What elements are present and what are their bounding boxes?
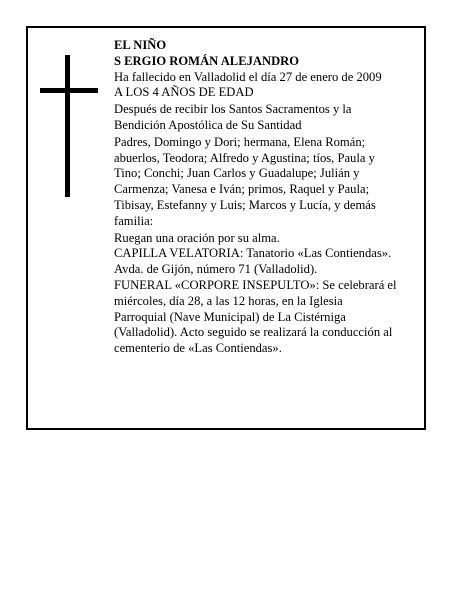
chapel-line: Avda. de Gijón, número 71 (Valladolid). — [114, 262, 318, 277]
sacraments-line: Bendición Apostólica de Su Santidad — [114, 117, 302, 132]
family-line: Tino; Conchi; Juan Carlos y Guadalupe; Julián y — [114, 166, 360, 181]
prayer-line: Ruegan una oración por su alma. — [114, 230, 280, 245]
cross-vertical-bar — [65, 55, 70, 197]
family-line: Tibisay, Estefanny y Luis; Marcos y Lucía, y demás — [114, 197, 376, 212]
funeral-line: FUNERAL «CORPORE INSEPULTO»: Se celebrará el — [114, 277, 397, 292]
family-line: Carmenza; Vanesa e Iván; primos, Raquel y Paula; — [114, 182, 370, 197]
death-line: Ha fallecido en Valladolid el día 27 de enero de 2009 — [114, 69, 382, 84]
funeral-line: cementerio de «Las Contiendas». — [114, 341, 282, 356]
funeral-line: Parroquial (Nave Municipal) de La Cistérniga — [114, 309, 346, 324]
cross-horizontal-bar — [40, 88, 98, 93]
sacraments-line: Después de recibir los Santos Sacramentos y la — [114, 102, 352, 117]
chapel-line: CAPILLA VELATORIA: Tanatorio «Las Contiendas». — [114, 246, 392, 261]
family-line: abuerlos, Teodora; Alfredo y Agustina; tíos, Paula y — [114, 150, 375, 165]
notice-title-line2: S ERGIO ROMÁN ALEJANDRO — [114, 53, 300, 68]
notice-title-line1: EL NIÑO — [114, 38, 167, 52]
obituary-text — [114, 38, 429, 357]
funeral-line: (Valladolid). Acto seguido se realizará la conducción al — [114, 325, 393, 340]
family-line: Padres, Domingo y Dori; hermana, Elena Román; — [114, 134, 366, 149]
age-line: A LOS 4 AÑOS DE EDAD — [114, 85, 254, 100]
cross-icon — [40, 55, 98, 197]
funeral-line: miércoles, día 28, a las 12 horas, en la Iglesia — [114, 293, 343, 308]
family-line: familia: — [114, 213, 154, 228]
